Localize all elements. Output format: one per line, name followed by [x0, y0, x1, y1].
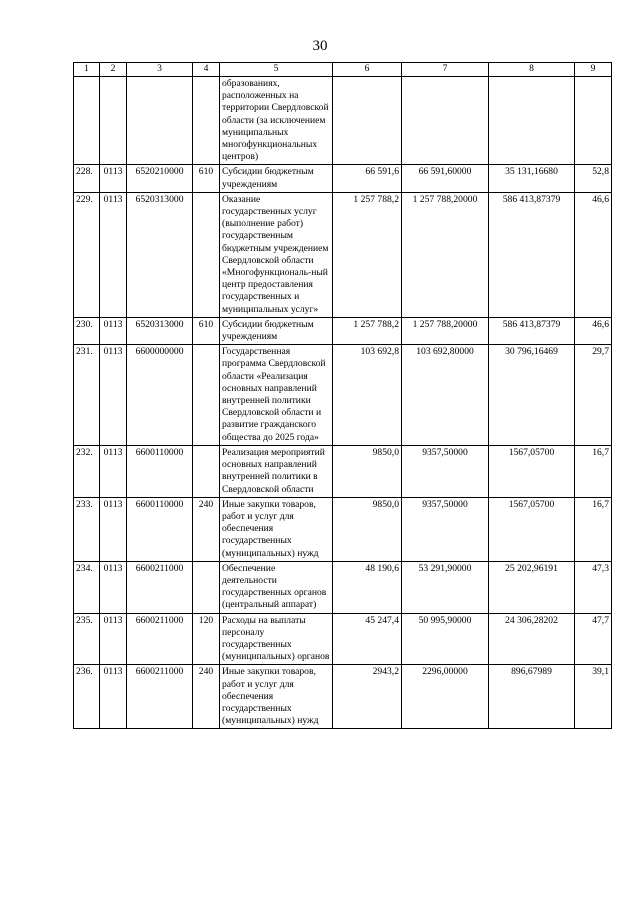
planned-amount: 50 995,90000	[402, 613, 489, 665]
column-header: 3	[127, 63, 193, 77]
execution-percent: 29,7	[575, 345, 612, 446]
approved-amount: 66 591,6	[333, 165, 402, 192]
item-name: Субсидии бюджетным учреждениям	[220, 317, 333, 344]
executed-amount: 25 202,96191	[489, 561, 575, 613]
item-name: Обеспечение деятельности государственных органов (центральный аппарат)	[220, 561, 333, 613]
section-code: 0113	[100, 165, 127, 192]
executed-amount: 35 131,16680	[489, 165, 575, 192]
item-name: Субсидии бюджетным учреждениям	[220, 165, 333, 192]
row-number: 233.	[74, 497, 100, 561]
table-row	[74, 192, 612, 317]
table-row	[74, 497, 612, 561]
target-code: 6600211000	[127, 561, 193, 613]
target-code: 6600110000	[127, 497, 193, 561]
executed-amount: 896,67989	[489, 665, 575, 729]
executed-amount: 586 413,87379	[489, 192, 575, 317]
execution-percent: 16,7	[575, 497, 612, 561]
target-code: 6600110000	[127, 445, 193, 497]
item-name: Реализация мероприятий основных направлений внутренней политики в Свердловской области	[220, 445, 333, 497]
expense-type	[193, 77, 220, 165]
expense-type: 610	[193, 317, 220, 344]
approved-amount: 48 190,6	[333, 561, 402, 613]
column-header: 5	[220, 63, 333, 77]
planned-amount: 1 257 788,20000	[402, 192, 489, 317]
column-header: 2	[100, 63, 127, 77]
approved-amount	[333, 77, 402, 165]
execution-percent: 47,7	[575, 613, 612, 665]
column-header: 4	[193, 63, 220, 77]
item-name: Расходы на выплаты персоналу государственных (муниципальных) органов	[220, 613, 333, 665]
execution-percent: 46,6	[575, 192, 612, 317]
item-name: образованиях, расположенных на территории Свердловской области (за исключением муниципальных многофункциональных центров)	[220, 77, 333, 165]
planned-amount: 53 291,90000	[402, 561, 489, 613]
approved-amount: 45 247,4	[333, 613, 402, 665]
planned-amount: 66 591,60000	[402, 165, 489, 192]
row-number: 231.	[74, 345, 100, 446]
section-code: 0113	[100, 613, 127, 665]
approved-amount: 9850,0	[333, 497, 402, 561]
table-row	[74, 613, 612, 665]
table-row	[74, 445, 612, 497]
execution-percent: 46,6	[575, 317, 612, 344]
row-number	[74, 77, 100, 165]
planned-amount: 9357,50000	[402, 445, 489, 497]
planned-amount	[402, 77, 489, 165]
approved-amount: 9850,0	[333, 445, 402, 497]
row-number: 235.	[74, 613, 100, 665]
expense-type: 610	[193, 165, 220, 192]
executed-amount: 30 796,16469	[489, 345, 575, 446]
target-code: 6600211000	[127, 613, 193, 665]
expense-type	[193, 561, 220, 613]
row-number: 234.	[74, 561, 100, 613]
item-name: Иные закупки товаров, работ и услуг для обеспечения государственных (муниципальных) нужд	[220, 665, 333, 729]
executed-amount: 1567,05700	[489, 497, 575, 561]
approved-amount: 2943,2	[333, 665, 402, 729]
item-name: Государственная программа Свердловской области «Реализация основных направлений внутренней политики Свердловской области и развитие гражданского общества до 2025 года»	[220, 345, 333, 446]
execution-percent: 47,3	[575, 561, 612, 613]
expense-type: 120	[193, 613, 220, 665]
table-row	[74, 317, 612, 344]
execution-percent: 16,7	[575, 445, 612, 497]
expense-type	[193, 345, 220, 446]
column-header: 7	[402, 63, 489, 77]
column-number-row	[74, 63, 612, 77]
row-number: 229.	[74, 192, 100, 317]
column-header: 1	[74, 63, 100, 77]
expense-type: 240	[193, 665, 220, 729]
target-code	[127, 77, 193, 165]
target-code: 6520210000	[127, 165, 193, 192]
table-row	[74, 561, 612, 613]
approved-amount: 1 257 788,2	[333, 192, 402, 317]
section-code: 0113	[100, 192, 127, 317]
item-name: Иные закупки товаров, работ и услуг для обеспечения государственных (муниципальных) нужд	[220, 497, 333, 561]
planned-amount: 103 692,80000	[402, 345, 489, 446]
row-number: 232.	[74, 445, 100, 497]
section-code	[100, 77, 127, 165]
section-code: 0113	[100, 497, 127, 561]
column-header: 9	[575, 63, 612, 77]
approved-amount: 103 692,8	[333, 345, 402, 446]
table-row	[74, 165, 612, 192]
row-number: 230.	[74, 317, 100, 344]
planned-amount: 1 257 788,20000	[402, 317, 489, 344]
expense-type	[193, 192, 220, 317]
row-number: 236.	[74, 665, 100, 729]
executed-amount	[489, 77, 575, 165]
row-number: 228.	[74, 165, 100, 192]
section-code: 0113	[100, 345, 127, 446]
execution-percent	[575, 77, 612, 165]
section-code: 0113	[100, 317, 127, 344]
target-code: 6520313000	[127, 317, 193, 344]
item-name: Оказание государственных услуг (выполнение работ) государственным бюджетным учреждением Свердловской области «Многофункциональ-ный центр предоставления государственных и муниципальных услуг»	[220, 192, 333, 317]
section-code: 0113	[100, 561, 127, 613]
table-row	[74, 77, 612, 165]
planned-amount: 2296,00000	[402, 665, 489, 729]
column-header: 6	[333, 63, 402, 77]
target-code: 6520313000	[127, 192, 193, 317]
approved-amount: 1 257 788,2	[333, 317, 402, 344]
table-row	[74, 665, 612, 729]
target-code: 6600211000	[127, 665, 193, 729]
budget-table	[73, 62, 612, 729]
planned-amount: 9357,50000	[402, 497, 489, 561]
execution-percent: 52,8	[575, 165, 612, 192]
section-code: 0113	[100, 445, 127, 497]
target-code: 6600000000	[127, 345, 193, 446]
column-header: 8	[489, 63, 575, 77]
executed-amount: 1567,05700	[489, 445, 575, 497]
execution-percent: 39,1	[575, 665, 612, 729]
section-code: 0113	[100, 665, 127, 729]
table-row	[74, 345, 612, 446]
executed-amount: 586 413,87379	[489, 317, 575, 344]
expense-type	[193, 445, 220, 497]
page-number: 30	[312, 38, 328, 54]
executed-amount: 24 306,28202	[489, 613, 575, 665]
expense-type: 240	[193, 497, 220, 561]
